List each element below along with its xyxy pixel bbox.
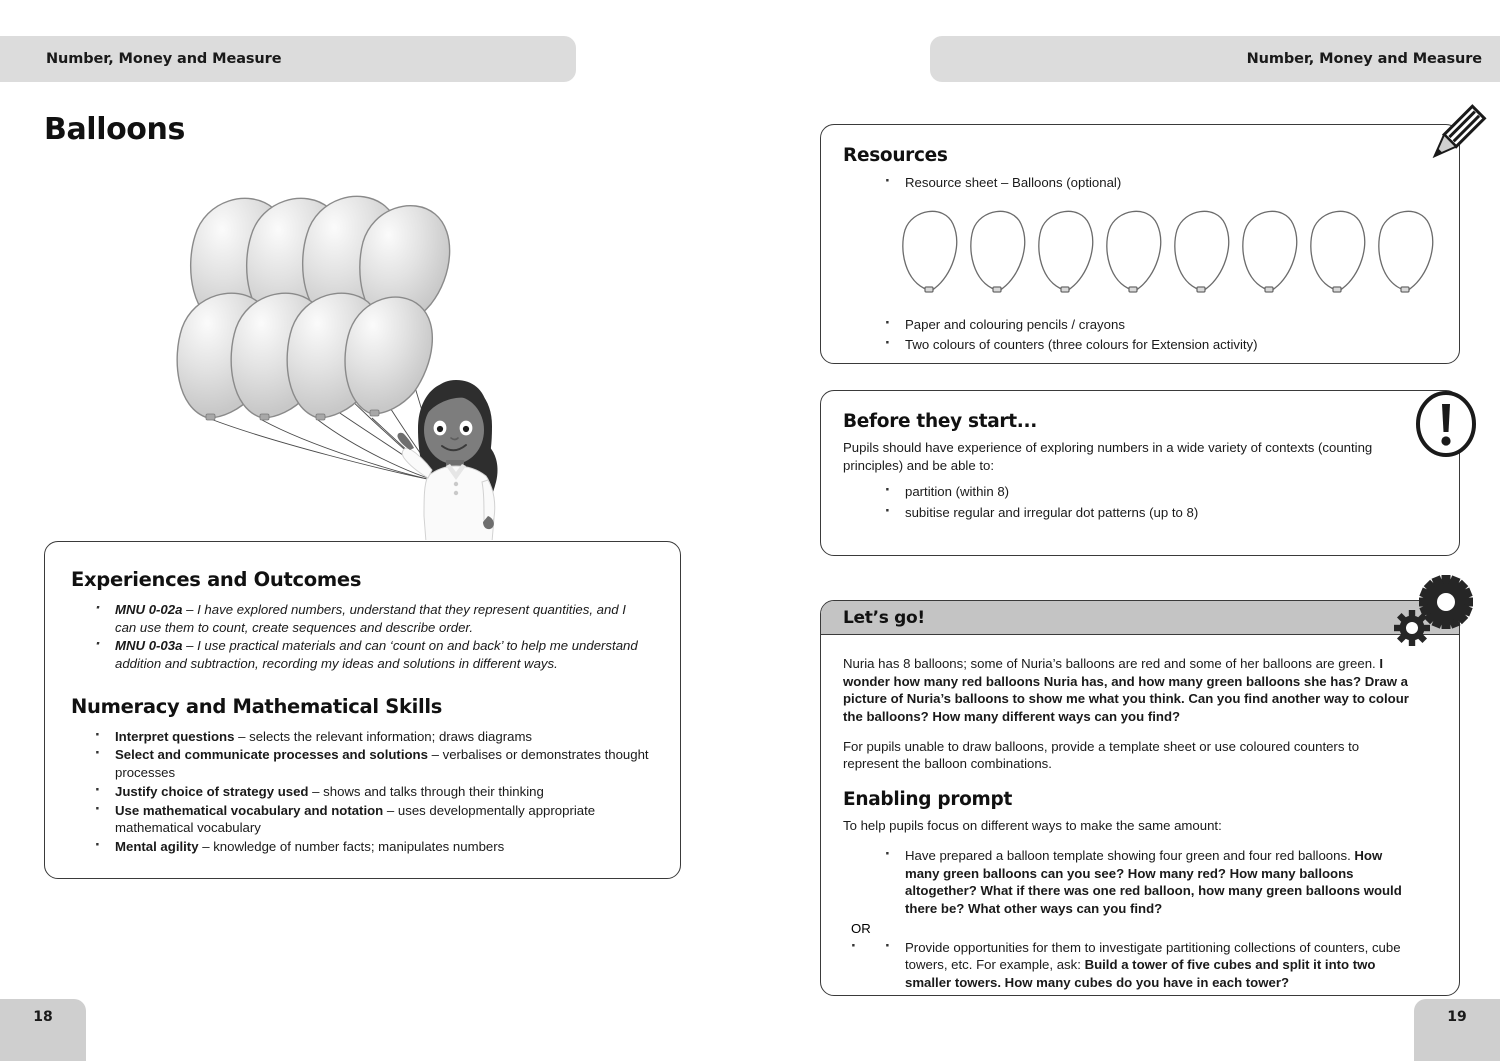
bullet-marker: · ·	[885, 935, 891, 955]
main-task-question: I wonder how many red balloons Nuria has, and how many green balloons she has? Draw a picture of Nuria’s balloons to show me what you think. Can you find another way to colour the balloons? How many different ways can you find?	[843, 656, 1409, 725]
prerequisite-item: · subitise regular and irregular dot patterns (up to 8)	[843, 504, 1389, 522]
lets-go-box	[820, 600, 1460, 996]
enabling-item-lead: Have prepared a balloon template showing four green and four red balloons.	[905, 847, 1355, 863]
running-header-left	[0, 36, 576, 82]
enabling-prompt-item	[843, 935, 1415, 992]
page-number-right: 19	[1447, 1009, 1467, 1025]
outcome-text: – I have explored numbers, understand that they represent quantities, and I can use them to count, create sequences and describe order.	[115, 602, 626, 635]
girl-holding-balloons-illustration	[170, 150, 570, 540]
main-task-lead: Nuria has 8 balloons; some of Nuria’s balloons are red and some of her balloons are green.	[843, 656, 1380, 671]
experiences-outcomes-list	[71, 601, 650, 673]
skill-item	[71, 802, 650, 837]
page-footer-right	[1414, 999, 1500, 1061]
pencil-icon	[1418, 100, 1490, 172]
lets-go-body	[821, 635, 1459, 992]
page-number-left: 18	[33, 1009, 53, 1025]
enabling-prompt-heading: Enabling prompt	[843, 789, 1013, 811]
running-header-left-label: Number, Money and Measure	[46, 51, 282, 67]
gears-icon	[1392, 572, 1482, 652]
enabling-prompt-list-1	[843, 847, 1415, 918]
skill-desc: – uses developmentally appropriate mathematical vocabulary	[115, 802, 596, 836]
resources-heading: Resources	[843, 145, 948, 166]
numeracy-skills-list	[71, 728, 650, 856]
skill-label: Select and communicate processes and solutions	[115, 747, 428, 763]
experiences-heading: Experiences and Outcomes	[71, 568, 362, 591]
enabling-prompt-list-2	[843, 935, 1415, 992]
resource-item: · Two colours of counters (three colours for Extension activity)	[843, 336, 1433, 354]
skill-label: Use mathematical vocabulary and notation	[115, 802, 384, 818]
skill-label: Justify choice of strategy used	[115, 783, 309, 799]
outcome-text: – I use practical materials and can ‘count on and back’ to help me understand addition and subtraction, recording my ideas and solutions in different ways.	[115, 638, 638, 672]
lets-go-label: Let’s go!	[843, 607, 925, 628]
lets-go-bar	[821, 601, 1459, 635]
resource-item: · Resource sheet – Balloons (optional)	[843, 174, 1433, 192]
skill-desc: – verbalises or demonstrates thought processes	[115, 747, 649, 781]
experiences-and-outcomes-box	[44, 541, 681, 879]
skill-item	[71, 783, 650, 801]
main-task-note: For pupils unable to draw balloons, provide a template sheet or use coloured counters to represent the balloon combinations.	[843, 738, 1360, 772]
skill-desc: – shows and talks through their thinking	[308, 783, 544, 799]
before-they-start-heading: Before they start...	[843, 411, 1037, 432]
skill-desc: – selects the relevant information; draws diagrams	[234, 728, 533, 744]
skill-label: Mental agility	[115, 838, 199, 854]
exclamation-circle-icon	[1412, 390, 1480, 458]
girl-figure	[397, 380, 500, 540]
outcome-item	[71, 601, 650, 636]
skill-item	[71, 746, 650, 781]
outcome-code: MNU 0-02a	[115, 602, 183, 617]
resource-item: · Paper and colouring pencils / crayons	[843, 316, 1433, 334]
page-title: Balloons	[44, 112, 185, 147]
running-header-right	[930, 36, 1500, 82]
enabling-item-question: How many green balloons can you see? How many red? How many balloons altogether? What if there was one red balloon, how many green balloons would there be? What other ways can you find?	[905, 847, 1402, 916]
enabling-item-question: Build a tower of five cubes and split it into two smaller towers. How many cubes do you have in each tower?	[905, 957, 1376, 990]
enabling-prompt-intro: To help pupils focus on different ways to make the same amount:	[843, 818, 1222, 834]
numeracy-skills-heading: Numeracy and Mathematical Skills	[71, 694, 443, 718]
outcome-item	[71, 637, 650, 672]
before-they-start-intro: Pupils should have experience of exploring numbers in a wide variety of contexts (counting principles) and be able to:	[843, 440, 1373, 473]
page-footer-left	[0, 999, 86, 1061]
outcome-code: MNU 0-03a	[115, 638, 183, 654]
before-they-start-box	[820, 390, 1460, 556]
resources-list-top	[843, 174, 1433, 192]
main-task-paragraph	[843, 655, 1415, 726]
skill-label: Interpret questions	[115, 728, 235, 744]
resources-box	[820, 124, 1460, 364]
resources-list-bottom	[843, 316, 1433, 354]
before-they-start-list	[843, 483, 1389, 521]
enabling-prompt-item	[843, 847, 1415, 918]
prerequisite-item: · partition (within 8)	[843, 483, 1389, 501]
enabling-item-lead: Provide opportunities for them to investigate partitioning collections of counters, cube towers, etc. For example, ask:	[905, 939, 1401, 973]
skill-desc: – knowledge of number facts; manipulates numbers	[198, 838, 505, 854]
running-header-right-label: Number, Money and Measure	[1246, 51, 1482, 67]
skill-item	[71, 838, 650, 856]
skill-item	[71, 728, 650, 746]
or-separator-label: OR	[851, 920, 871, 936]
balloon-template-row	[895, 202, 1433, 306]
